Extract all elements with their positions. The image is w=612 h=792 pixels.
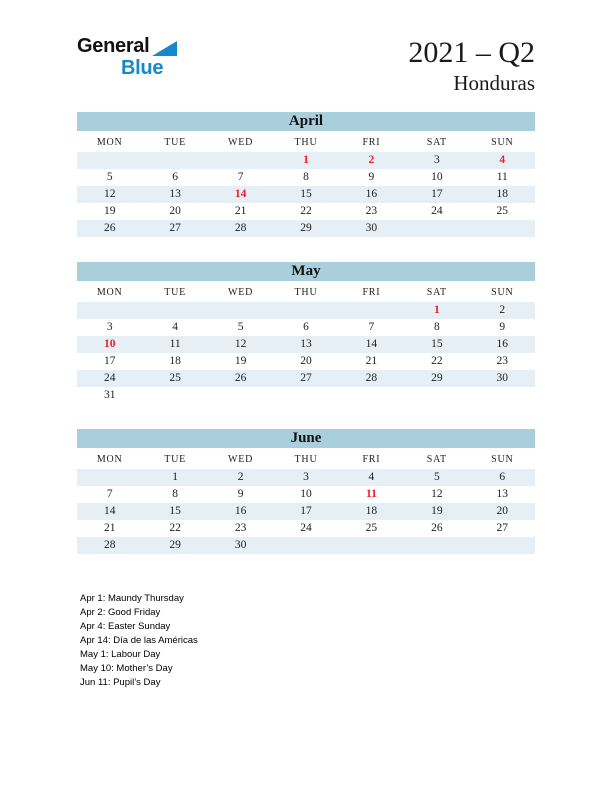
- date-cell: 6: [303, 321, 309, 334]
- date-cell: 13: [300, 338, 312, 351]
- date-cell: 26: [234, 372, 247, 385]
- week-row: [77, 387, 535, 404]
- week-row: [77, 336, 535, 353]
- date-cell: 7: [106, 488, 113, 501]
- date-cell: 26: [431, 522, 443, 535]
- empty-cell: [470, 387, 535, 404]
- date-cell: 2: [237, 471, 244, 484]
- week-row: [77, 152, 535, 169]
- week-row: [77, 220, 535, 237]
- date-cell: 14: [365, 338, 378, 351]
- holiday-notes: [80, 592, 612, 690]
- date-cell: 30: [234, 539, 247, 552]
- week-row: [77, 319, 535, 336]
- empty-cell: [77, 469, 142, 486]
- holiday-date-cell: 14: [234, 188, 247, 201]
- date-cell: 13: [169, 188, 181, 201]
- month-title: June: [77, 429, 535, 448]
- date-cell: 6: [172, 171, 178, 184]
- month-may: [77, 262, 535, 404]
- month-april: [77, 112, 535, 237]
- weekday-header: MON: [96, 137, 123, 149]
- weekday-header: SAT: [426, 137, 447, 149]
- holiday-note: May 1: Labour Day: [80, 649, 161, 661]
- holiday-date-cell: 4: [499, 154, 506, 167]
- weekday-header: TUE: [164, 454, 187, 466]
- empty-cell: [142, 387, 207, 404]
- week-row: [77, 520, 535, 537]
- date-cell: 19: [431, 505, 443, 518]
- empty-cell: [273, 537, 338, 554]
- date-cell: 21: [365, 355, 378, 368]
- empty-cell: [470, 537, 535, 554]
- date-cell: 13: [496, 488, 509, 501]
- date-cell: 27: [169, 222, 181, 235]
- date-cell: 17: [300, 505, 312, 518]
- date-cell: 14: [103, 505, 116, 518]
- weekday-header: WED: [227, 137, 254, 149]
- date-cell: 31: [103, 389, 116, 402]
- holiday-note: Apr 2: Good Friday: [80, 607, 161, 619]
- date-cell: 11: [496, 171, 508, 184]
- empty-cell: [404, 387, 469, 404]
- holiday-date-cell: 1: [433, 304, 440, 317]
- date-cell: 8: [433, 321, 440, 334]
- date-cell: 23: [365, 205, 378, 218]
- date-cell: 5: [237, 321, 244, 334]
- date-cell: 18: [169, 355, 181, 368]
- holiday-date-cell: 10: [103, 338, 116, 351]
- week-row: [77, 469, 535, 486]
- date-cell: 6: [499, 471, 506, 484]
- week-row: [77, 203, 535, 220]
- month-title: May: [77, 262, 535, 281]
- holiday-date-cell: 1: [303, 154, 309, 167]
- date-cell: 29: [169, 539, 181, 552]
- weekday-header: THU: [294, 454, 318, 466]
- date-cell: 21: [103, 522, 116, 535]
- page-header: [0, 0, 612, 96]
- weekday-header-row: [77, 131, 535, 152]
- date-cell: 29: [300, 222, 312, 235]
- date-cell: 5: [106, 171, 113, 184]
- week-row: [77, 503, 535, 520]
- empty-cell: [208, 387, 273, 404]
- date-cell: 9: [499, 321, 506, 334]
- week-row: [77, 486, 535, 503]
- date-cell: 1: [172, 471, 178, 484]
- weekday-header: FRI: [362, 287, 381, 299]
- weekday-header: SAT: [426, 287, 447, 299]
- date-cell: 17: [103, 355, 116, 368]
- empty-cell: [208, 302, 273, 319]
- weekday-header: FRI: [362, 454, 381, 466]
- empty-cell: [404, 220, 469, 237]
- date-cell: 18: [365, 505, 378, 518]
- date-cell: 15: [169, 505, 181, 518]
- week-row: [77, 537, 535, 554]
- date-cell: 12: [234, 338, 247, 351]
- date-cell: 30: [365, 222, 378, 235]
- weekday-header: MON: [96, 454, 123, 466]
- month-title: April: [77, 112, 535, 131]
- week-row: [77, 186, 535, 203]
- date-cell: 4: [368, 471, 375, 484]
- page-subtitle: Honduras: [453, 71, 535, 95]
- date-cell: 22: [300, 205, 312, 218]
- logo-text-general: General: [77, 35, 150, 57]
- week-row: [77, 169, 535, 186]
- holiday-note: Apr 4: Easter Sunday: [80, 621, 171, 633]
- date-cell: 5: [433, 471, 440, 484]
- empty-cell: [77, 302, 142, 319]
- date-cell: 24: [431, 205, 443, 218]
- date-cell: 21: [234, 205, 247, 218]
- logo-triangle-icon: [152, 41, 177, 56]
- logo: [77, 36, 177, 78]
- empty-cell: [208, 152, 273, 169]
- weekday-header: SUN: [491, 287, 514, 299]
- holiday-note: Apr 14: Día de las Américas: [80, 635, 198, 647]
- date-cell: 19: [103, 205, 116, 218]
- date-cell: 8: [303, 171, 309, 184]
- weekday-header-row: [77, 281, 535, 302]
- date-cell: 20: [169, 205, 181, 218]
- holiday-date-cell: 2: [368, 154, 375, 167]
- date-cell: 7: [368, 321, 375, 334]
- date-cell: 7: [237, 171, 244, 184]
- logo-line1: [77, 36, 177, 56]
- date-cell: 16: [234, 505, 247, 518]
- date-cell: 25: [496, 205, 509, 218]
- date-cell: 25: [169, 372, 181, 385]
- weekday-header: SAT: [426, 454, 447, 466]
- date-cell: 2: [499, 304, 506, 317]
- date-cell: 29: [431, 372, 443, 385]
- date-cell: 28: [234, 222, 247, 235]
- months: [0, 112, 612, 554]
- week-row: [77, 353, 535, 370]
- date-cell: 3: [303, 471, 309, 484]
- weekday-header: TUE: [164, 137, 187, 149]
- weekday-header: THU: [294, 137, 318, 149]
- empty-cell: [77, 152, 142, 169]
- date-cell: 25: [365, 522, 378, 535]
- date-cell: 18: [496, 188, 509, 201]
- empty-cell: [339, 302, 404, 319]
- empty-cell: [142, 152, 207, 169]
- date-cell: 27: [300, 372, 312, 385]
- date-cell: 10: [300, 488, 312, 501]
- date-cell: 8: [172, 488, 178, 501]
- title-block: [408, 36, 535, 96]
- weekday-header: WED: [227, 287, 254, 299]
- date-cell: 4: [172, 321, 178, 334]
- date-cell: 12: [103, 188, 116, 201]
- date-cell: 22: [169, 522, 181, 535]
- weekday-header: SUN: [491, 454, 514, 466]
- logo-text-blue: Blue: [121, 57, 164, 79]
- date-cell: 28: [365, 372, 378, 385]
- date-cell: 15: [300, 188, 312, 201]
- date-cell: 23: [234, 522, 247, 535]
- page-title: 2021 – Q2: [408, 36, 535, 69]
- date-cell: 9: [368, 171, 375, 184]
- date-cell: 24: [103, 372, 116, 385]
- weekday-header: WED: [227, 454, 254, 466]
- holiday-note: May 10: Mother’s Day: [80, 663, 173, 675]
- date-cell: 11: [169, 338, 181, 351]
- date-cell: 28: [103, 539, 116, 552]
- holiday-note: Apr 1: Maundy Thursday: [80, 593, 184, 605]
- empty-cell: [339, 387, 404, 404]
- empty-cell: [470, 220, 535, 237]
- date-cell: 10: [431, 171, 443, 184]
- holiday-date-cell: 11: [365, 488, 377, 501]
- weekday-header: TUE: [164, 287, 187, 299]
- weekday-header: THU: [294, 287, 318, 299]
- date-cell: 16: [365, 188, 378, 201]
- weekday-header: SUN: [491, 137, 514, 149]
- date-cell: 26: [103, 222, 116, 235]
- date-cell: 20: [300, 355, 312, 368]
- holiday-note: Jun 11: Pupil’s Day: [80, 677, 161, 689]
- date-cell: 30: [496, 372, 509, 385]
- weekday-header: FRI: [362, 137, 381, 149]
- date-cell: 16: [496, 338, 509, 351]
- date-cell: 15: [431, 338, 443, 351]
- week-row: [77, 302, 535, 319]
- date-cell: 23: [496, 355, 509, 368]
- empty-cell: [339, 537, 404, 554]
- date-cell: 24: [300, 522, 312, 535]
- date-cell: 3: [106, 321, 113, 334]
- empty-cell: [273, 302, 338, 319]
- date-cell: 9: [237, 488, 244, 501]
- empty-cell: [273, 387, 338, 404]
- empty-cell: [142, 302, 207, 319]
- weekday-header-row: [77, 448, 535, 469]
- date-cell: 12: [431, 488, 443, 501]
- date-cell: 27: [496, 522, 509, 535]
- week-row: [77, 370, 535, 387]
- date-cell: 22: [431, 355, 443, 368]
- date-cell: 3: [433, 154, 440, 167]
- empty-cell: [404, 537, 469, 554]
- date-cell: 19: [234, 355, 247, 368]
- date-cell: 20: [496, 505, 509, 518]
- date-cell: 17: [431, 188, 443, 201]
- month-june: [77, 429, 535, 554]
- weekday-header: MON: [96, 287, 123, 299]
